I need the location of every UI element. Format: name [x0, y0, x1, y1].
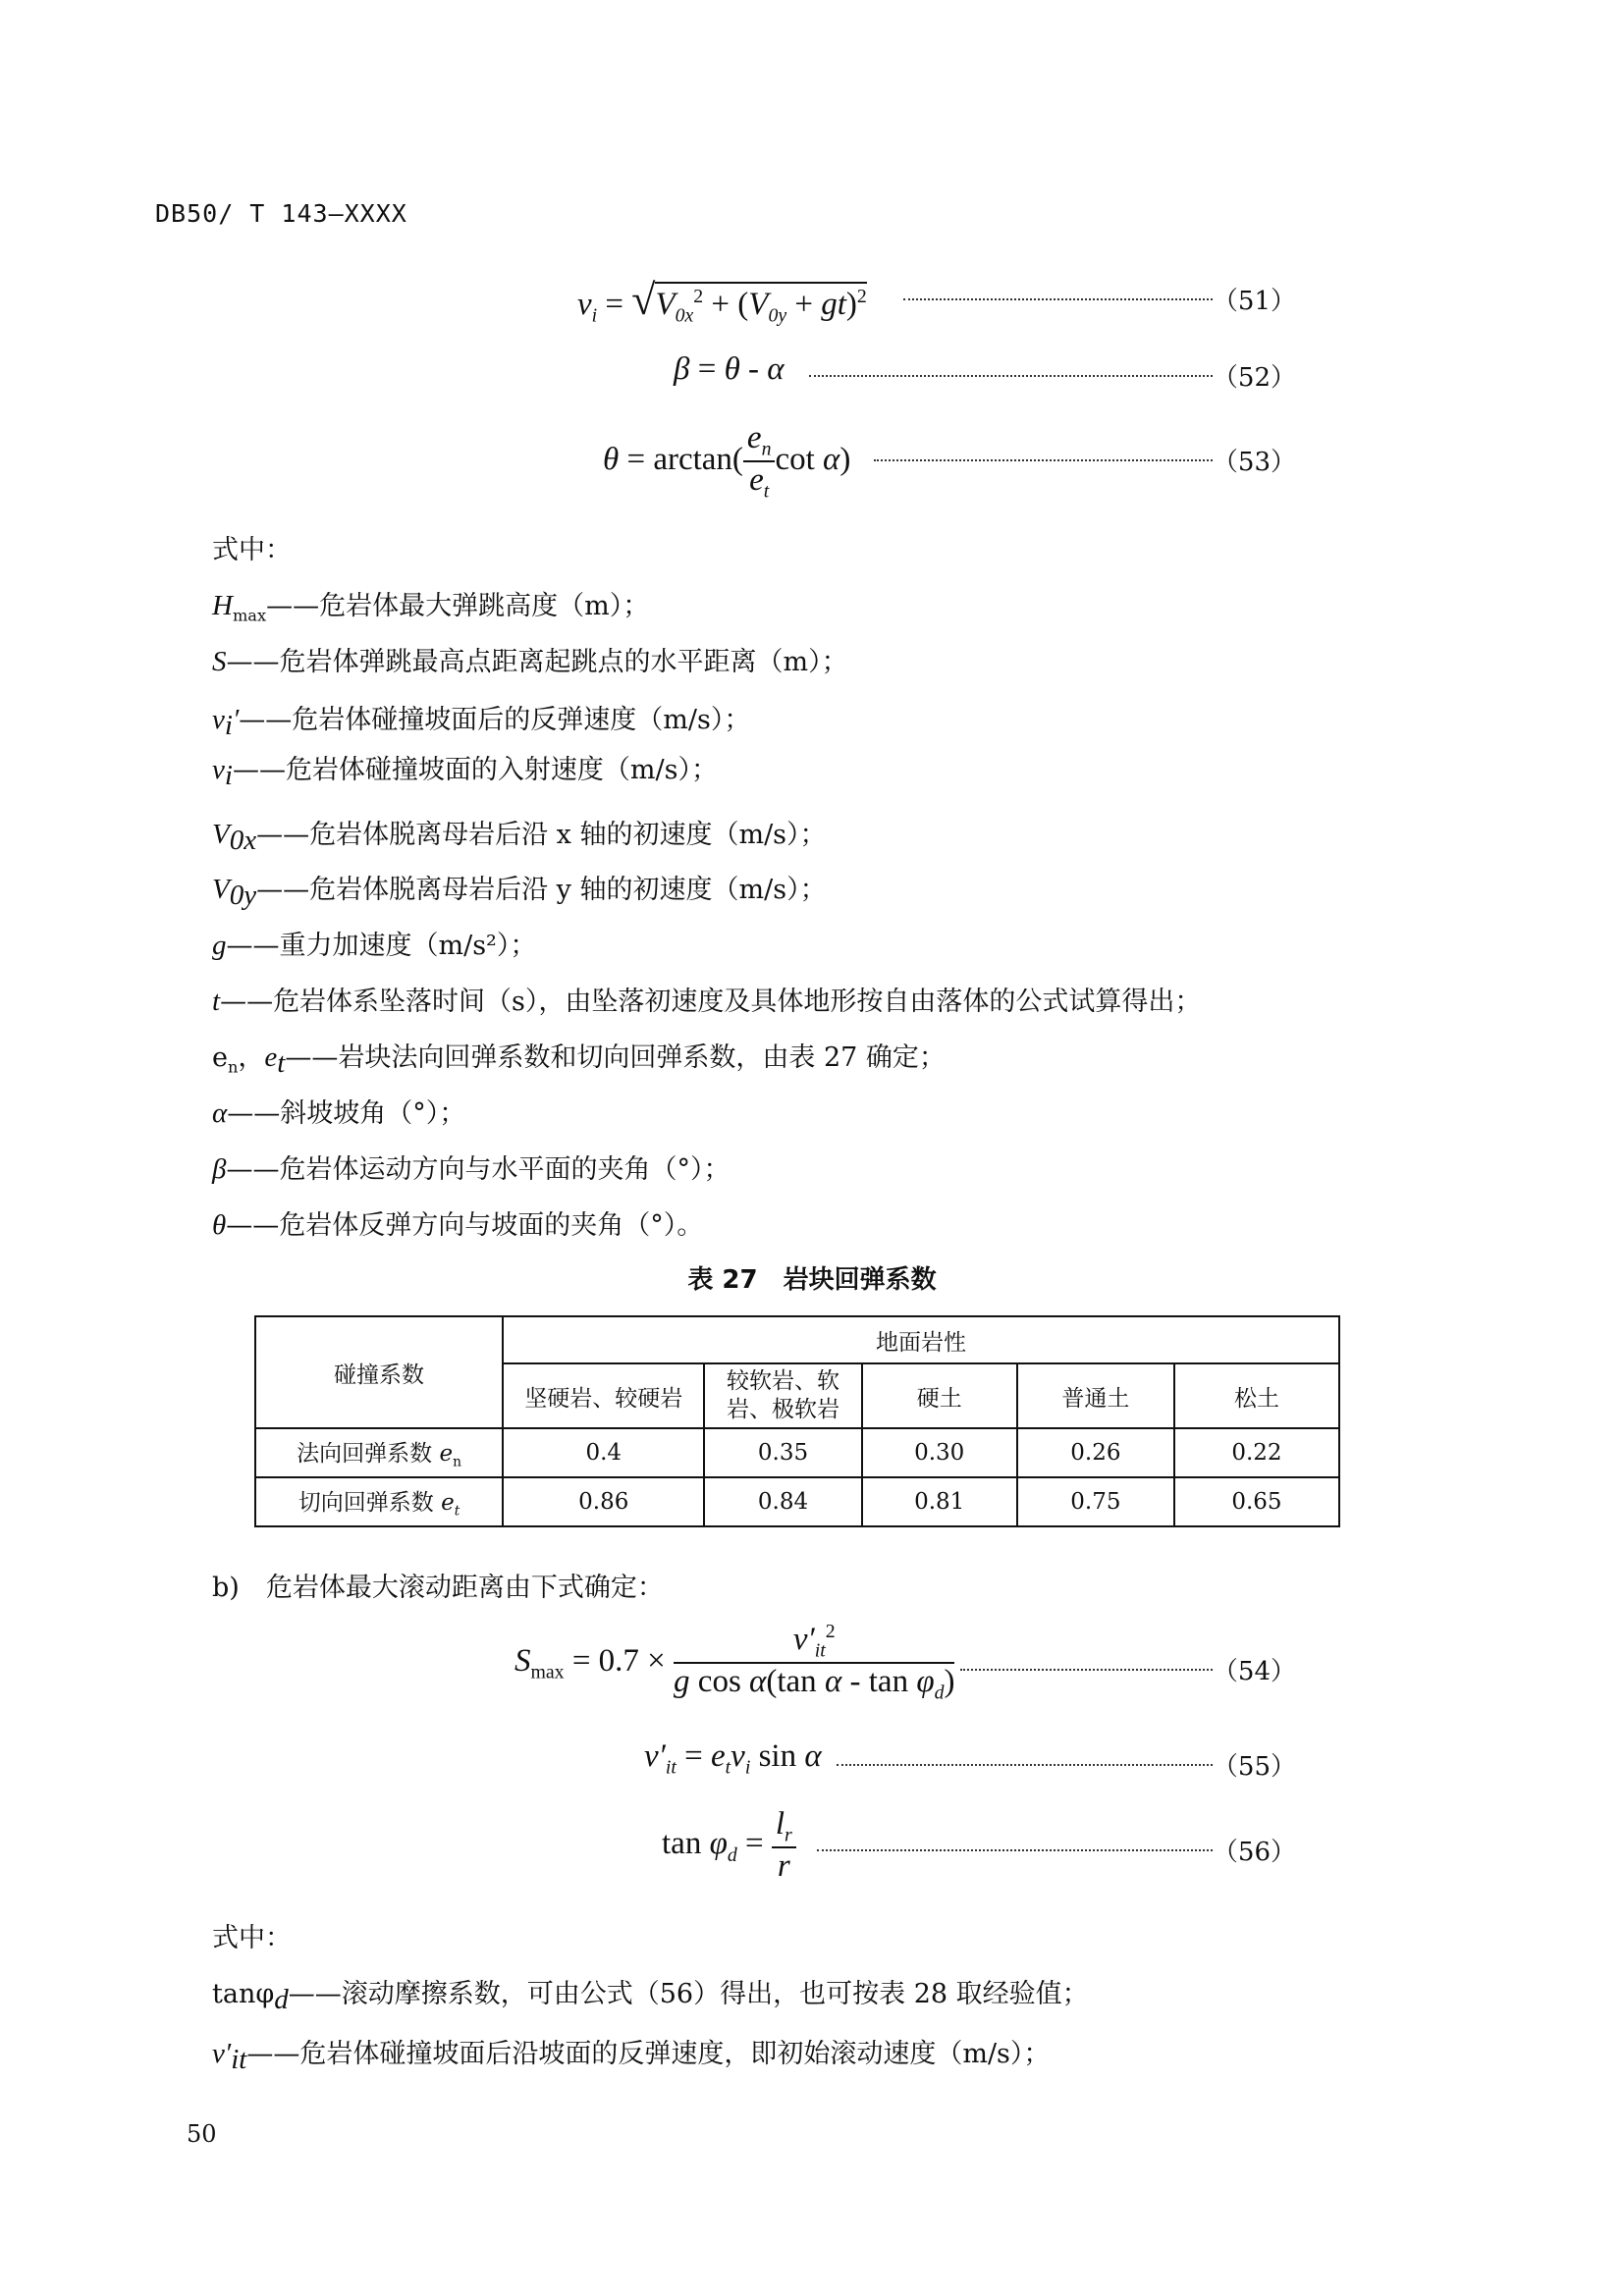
table-row-header: 碰撞系数	[255, 1316, 503, 1428]
equation-number: （55）	[1212, 1752, 1296, 1782]
table-cell: 0.75	[1017, 1477, 1174, 1526]
table-column-header: 较软岩、软岩、极软岩	[704, 1363, 861, 1428]
equation-51	[393, 267, 1296, 326]
table-cell: 0.35	[704, 1428, 861, 1477]
definition-tan-phi-d: tanφ$_d$——滚动摩擦系数，可由公式（56）得出，也可按表 28 取经验值；	[212, 1979, 1089, 2016]
table-title: 表 27 岩块回弹系数	[687, 1265, 937, 1295]
equation-number: （52）	[1212, 363, 1296, 393]
equation-number: （51）	[1212, 287, 1296, 316]
table-cell: 0.4	[503, 1428, 704, 1477]
leader-dots	[903, 298, 1213, 300]
equation-number: （54）	[1212, 1657, 1296, 1686]
leader-dots	[817, 1849, 1213, 1851]
equation-55-formula: $v'_{it} = e_tv_i$ sin α	[644, 1738, 822, 1779]
equation-number: （56）	[1212, 1838, 1296, 1867]
leader-dots	[837, 1764, 1213, 1766]
definition-vi-prime: $v_i'——$危岩体碰撞坡面后的反弹速度（m/s）；	[212, 704, 751, 742]
equation-55	[393, 1735, 1296, 1793]
equation-number: （53）	[1212, 448, 1296, 477]
table-row	[255, 1477, 1339, 1526]
table-row	[255, 1428, 1339, 1477]
definition-vi: $v_i——$危岩体碰撞坡面的入射速度（m/s）；	[212, 754, 718, 792]
definition-en-et: $e_n$，$e_t——$岩块法向回弹系数和切向回弹系数，由表 27 确定；	[212, 1041, 946, 1080]
table-row-label: 法向回弹系数 $e_n$	[255, 1428, 503, 1477]
table-cell: 0.26	[1017, 1428, 1174, 1477]
definition-vit-prime: $v'_{it}——$危岩体碰撞坡面后沿坡面的反弹速度，即初始滚动速度（m/s）；	[212, 2038, 1051, 2076]
table-cell: 0.86	[503, 1477, 704, 1526]
table-cell: 0.84	[704, 1477, 861, 1526]
equation-51-formula: $v_i = √V_{0x}^2 + (V_{0y} + gt)^2$	[577, 276, 867, 327]
page-number: 50	[187, 2120, 217, 2148]
definition-t: t——危岩体系坠落时间（s），由坠落初速度及具体地形按自由落体的公式试算得出；	[212, 986, 1202, 1017]
equation-54-formula: $S_{max} = 0.7$ × $\frac{v'_{it}^2}{g \cos \alpha(\tan \alpha - \tan \varphi_d)}$	[514, 1621, 955, 1704]
table-column-header: 坚硬岩、较硬岩	[503, 1363, 704, 1428]
leader-dots	[809, 375, 1213, 377]
table-column-header: 普通土	[1017, 1363, 1174, 1428]
equation-53	[393, 420, 1296, 503]
table-row-label: 切向回弹系数 $e_t$	[255, 1477, 503, 1526]
definition-s: S——危岩体弹跳最高点距离起跳点的水平距离（m）；	[212, 646, 848, 677]
table-column-header: 松土	[1174, 1363, 1339, 1428]
definition-alpha: α——斜坡坡角（°）；	[212, 1097, 466, 1129]
equation-56-formula: $\tan \varphi_d$ = $\frac{l_r}{r}$	[662, 1806, 796, 1886]
table-cell: 0.22	[1174, 1428, 1339, 1477]
where-label: 式中：	[212, 1923, 292, 1953]
equation-53-formula: θ = arctan( $\frac{e_n}{e_t}$ cot α)	[603, 420, 851, 503]
definition-theta: θ——危岩体反弹方向与坡面的夹角（°）。	[212, 1209, 704, 1241]
definition-v0y: $V_{0y}——$危岩体脱离母岩后沿 y 轴的初速度（m/s）；	[212, 874, 827, 912]
item-b: b) 危岩体最大滚动距离由下式确定：	[212, 1573, 664, 1603]
table-column-header: 硬土	[862, 1363, 1017, 1428]
definition-hmax: $H_{max}——$危岩体最大弹跳高度（m）；	[212, 590, 650, 625]
table-cell: 0.65	[1174, 1477, 1339, 1526]
definition-g: g——重力加速度（m/s²）；	[212, 930, 537, 961]
where-label: 式中：	[212, 535, 292, 565]
equation-56	[393, 1806, 1296, 1895]
table-cell: 0.81	[862, 1477, 1017, 1526]
table-cell: 0.30	[862, 1428, 1017, 1477]
leader-dots	[874, 459, 1213, 461]
document-code: DB50/ T 143—XXXX	[155, 199, 407, 228]
table-group-header: 地面岩性	[503, 1316, 1339, 1363]
equation-54	[393, 1620, 1296, 1718]
definition-beta: β——危岩体运动方向与水平面的夹角（°）；	[212, 1153, 731, 1185]
equation-52	[393, 344, 1296, 402]
leader-dots	[960, 1669, 1213, 1671]
equation-52-formula: β = θ - α	[674, 351, 785, 387]
definition-v0x: $V_{0x}——$危岩体脱离母岩后沿 x 轴的初速度（m/s）；	[212, 819, 827, 857]
rebound-coefficient-table	[254, 1315, 1340, 1527]
